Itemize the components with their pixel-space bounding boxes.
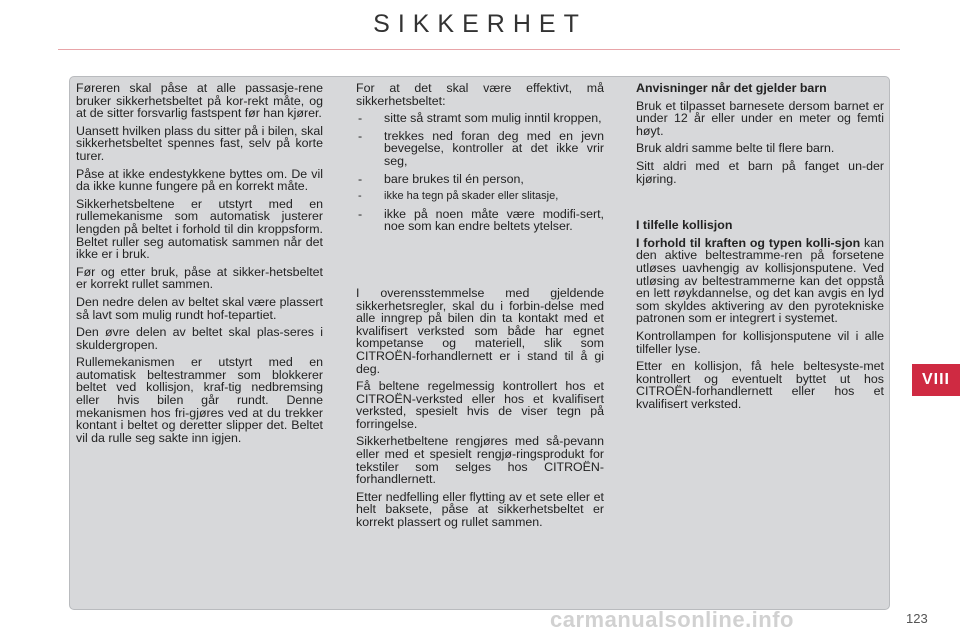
paragraph: Sitt aldri med et barn på fanget un-der kjøring.: [636, 158, 884, 186]
watermark: carmanualsonline.info: [550, 607, 794, 632]
paragraph: Sikkerhetbeltene rengjøres med så-pevann eller med et spesielt rengjø-ringsprodukt for tekstiler som selges hos CITROËN-forhandlernett.: [356, 434, 604, 487]
page-number: 123: [906, 611, 928, 626]
column-seatbelt-usage: [76, 82, 323, 449]
section-heading-children: Anvisninger når det gjelder barn: [636, 81, 827, 95]
paragraph: Bruk aldri samme belte til flere barn.: [636, 141, 835, 156]
section-heading-collision: I tilfelle kollisjon: [636, 218, 733, 233]
page-title: SIKKERHET: [373, 10, 587, 38]
column-children-collision: [636, 82, 884, 415]
list-item: - trekkes ned foran deg med en jevn bevegelse, kontroller at det ikke vrir seg,: [356, 130, 604, 168]
paragraph: Etter en kollisjon, få hele beltesyste-met kontrollert og eventuelt byttet ut hos CITROËN-forhandlernett eller hos et kvalifisert verksted.: [636, 359, 884, 411]
paragraph: Bruk et tilpasset barnesete dersom barnet er under 12 år eller under en meter og femti høyt.: [636, 98, 884, 138]
paragraph: Føreren skal påse at alle passasje-rene bruker sikkerhetsbeltet på kor-rekt måte, og at de sitter forsvarlig fastspent før han kjører.: [76, 81, 323, 121]
title-divider: [58, 49, 900, 50]
paragraph: Få beltene regelmessig kontrollert hos et CITROËN-verksted eller hos et kvalifisert verksted, spesielt hvis de viser tegn på forringelse.: [356, 379, 604, 431]
column-seatbelt-requirements: [356, 82, 604, 534]
paragraph: Etter nedfelling eller flytting av et sete eller et helt baksete, påse at sikkerhetsbeltet er korrekt plassert og rullet sammen.: [356, 489, 604, 530]
list-intro: For at det skal være effektivt, må sikkerhetsbeltet:: [356, 81, 604, 108]
list-item: - sitte så stramt som mulig inntil kroppen,: [356, 112, 604, 125]
list-item: - ikke på noen måte være modifi-sert, noe som kan endre beltets ytelser.: [356, 208, 604, 233]
paragraph: Kontrollampen for kollisjonsputene vil i alle tilfeller lyse.: [636, 328, 884, 356]
paragraph-text: kan den aktive beltestramme-ren på forsetene utløses uavhengig av kollisjonsputene. Ved utløsing av beltestrammerne kan det oppstå en lett røykdannelse, og det kan avgis en lyd som skyldes aktivering av den pyrotekniske patronen som er integrert i systemet.: [636, 235, 884, 326]
paragraph: I overensstemmelse med gjeldende sikkerhetsregler, skal du i forbin-delse med alle inngrep på bilen din ta kontakt med et kvalifisert verksted som både har egnet kompetanse og materiell, slik som CITROËN-forhandlernett er i stand til å gi deg.: [356, 285, 604, 376]
list-item: - bare brukes til én person,: [356, 173, 604, 186]
paragraph: Uansett hvilken plass du sitter på i bilen, skal sikkerhetsbeltet spennes fast, selv på korte turer.: [76, 123, 323, 163]
requirement-list: [356, 112, 604, 233]
list-item: - ikke ha tegn på skader eller slitasje,: [356, 190, 604, 203]
paragraph: Sikkerhetsbeltene er utstyrt med en rullemekanisme som automatisk justerer lengden på beltet i forhold til din kroppsform. Beltet ruller seg automatisk sammen når det ikke er i bruk.: [76, 196, 323, 262]
paragraph: Påse at ikke endestykkene byttes om. De vil da ikke kunne fungere på en korrekt måte.: [76, 166, 323, 194]
paragraph: Før og etter bruk, påse at sikker-hetsbeltet er korrekt rullet sammen.: [76, 264, 323, 292]
emphasis: I forhold til kraften og typen kolli-sjon: [636, 235, 861, 250]
paragraph: Rullemekanismen er utstyrt med en automatisk beltestrammer som blokkerer beltet ved kollisjon, kraf-tig nedbremsing eller hvis bilen går rundt. Denne mekanismen hos fri-gjøres ved at du trekker kontant i beltet og deretter slipper det. Beltet vil da rulle seg sakte inn igjen.: [76, 355, 323, 445]
chapter-tab: VIII: [912, 364, 960, 396]
paragraph: [636, 237, 884, 325]
paragraph: Den nedre delen av beltet skal være plassert så lavt som mulig rundt hof-tepartiet.: [76, 294, 323, 322]
paragraph: Den øvre delen av beltet skal plas-seres i skuldergropen.: [76, 325, 323, 352]
